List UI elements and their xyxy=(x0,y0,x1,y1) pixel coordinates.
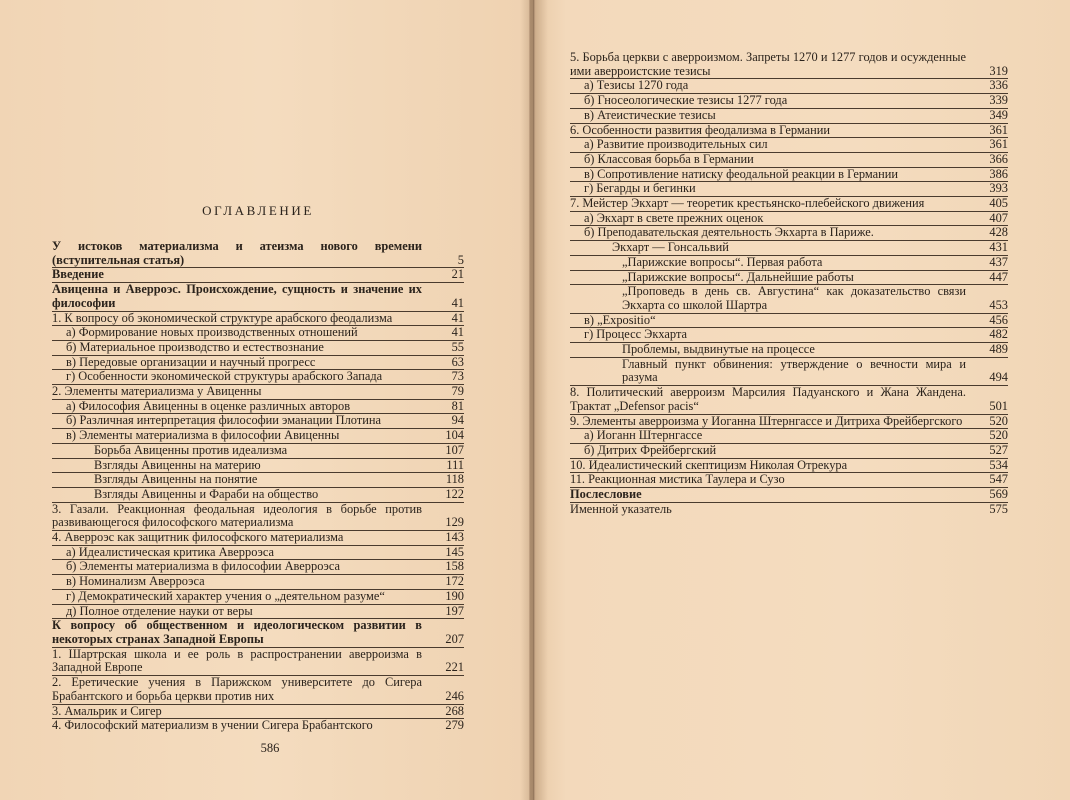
toc-entry-title: „Парижские вопросы“. Первая работа xyxy=(622,254,823,269)
toc-entry-page: 482 xyxy=(989,327,1008,342)
toc-entry xyxy=(570,314,1008,328)
toc-entry-title: 2. Еретические учения в Парижском университете до Сигера Брабантского и борьба церкви против них xyxy=(52,675,422,703)
toc-entry-title: б) Различная интерпретация философии эманации Плотина xyxy=(66,413,381,428)
toc-entry-title: а) Экхарт в свете прежних оценок xyxy=(584,210,764,225)
toc-entry-title: б) Элементы материализма в философии Аверроэса xyxy=(66,559,341,574)
toc-entry-page: 393 xyxy=(989,181,1008,196)
toc-entry-title: б) Преподавательская деятельность Экхарта в Париже. xyxy=(584,225,874,240)
toc-entry-page: 319 xyxy=(989,63,1008,78)
toc-entry-title: Проблемы, выдвинутые на процессе xyxy=(622,342,815,357)
toc-entry-page: 111 xyxy=(446,457,464,472)
toc-entry xyxy=(52,268,464,282)
toc-entry xyxy=(52,400,464,414)
toc-entry xyxy=(570,488,1008,502)
toc-entry xyxy=(52,414,464,428)
toc-entry-title: 1. Шартрская школа и ее роль в распространении аверроизма в Западной Европе xyxy=(52,646,422,675)
toc-entry-title: в) Передовые организации и научный прогресс xyxy=(66,354,316,369)
toc-entry xyxy=(52,240,464,267)
toc-entry-title: в) Атеистические тезисы xyxy=(584,107,716,122)
toc-entry-title: Именной указатель xyxy=(570,501,672,516)
toc-entry-title: Экхарт — Гонсальвий xyxy=(612,240,729,255)
toc-entry-page: 104 xyxy=(445,428,464,443)
toc-entry-page: 453 xyxy=(989,297,1008,312)
toc-entry-page: 520 xyxy=(989,428,1008,443)
toc-entry-title: 2. Элементы материализма у Авиценны xyxy=(52,384,262,399)
toc-entry-page: 349 xyxy=(989,107,1008,122)
toc-entry-title: а) Идеалистическая критика Аверроэса xyxy=(66,544,275,559)
toc-entry xyxy=(570,212,1008,226)
toc-entry-title: б) Материальное производство и естествознание xyxy=(66,339,324,354)
toc-entry xyxy=(52,546,464,560)
toc-entry-title: К вопросу об общественном и идеологическом развитии в некоторых странах Западной Европы xyxy=(52,618,422,646)
toc-entry-page: 221 xyxy=(445,660,464,675)
toc-entry-title: Взгляды Авиценны на понятие xyxy=(94,472,258,487)
toc-entry-page: 94 xyxy=(451,413,464,428)
toc-entry xyxy=(52,429,464,443)
toc-entry xyxy=(52,719,464,733)
toc-entry-page: 501 xyxy=(989,398,1008,413)
toc-entry xyxy=(570,285,1008,312)
toc-entry xyxy=(570,153,1008,167)
toc-entry xyxy=(570,226,1008,240)
toc-entry-page: 118 xyxy=(445,472,464,487)
toc-entry-title: г) Бегарды и бегинки xyxy=(584,181,696,196)
toc-entry-title: 3. Газали. Реакционная феодальная идеология в борьбе против развивающегося философского материализма xyxy=(52,501,422,530)
toc-entry xyxy=(570,473,1008,487)
toc-entry-page: 339 xyxy=(989,93,1008,108)
toc-entry-page: 520 xyxy=(989,413,1008,428)
page-number: 586 xyxy=(260,741,280,755)
toc-entry xyxy=(570,386,1008,413)
toc-entry-title: Авиценна и Аверроэс. Происхождение, сущность и значение их философии xyxy=(52,282,422,310)
toc-entry xyxy=(570,503,1008,517)
toc-entry-page: 79 xyxy=(451,384,464,399)
toc-entry xyxy=(52,676,464,703)
toc-entry-title: в) Элементы материализма в философии Авиценны xyxy=(66,428,340,443)
toc-entry-title: а) Развитие производительных сил xyxy=(584,137,768,152)
toc-entry xyxy=(52,326,464,340)
toc-entry-title: 4. Философский материализм в учении Сигера Брабантского xyxy=(52,718,373,733)
toc-entry xyxy=(570,271,1008,285)
toc-entry xyxy=(570,168,1008,182)
toc-entry-title: а) Философия Авиценны в оценке различных авторов xyxy=(66,398,351,413)
toc-entry-page: 494 xyxy=(989,370,1008,385)
toc-title: ОГЛАВЛЕНИЕ xyxy=(202,203,314,218)
toc-entry-title: а) Формирование новых производственных отношений xyxy=(66,325,358,340)
toc-entry xyxy=(52,560,464,574)
toc-entry-page: 158 xyxy=(445,559,464,574)
toc-entry-page: 437 xyxy=(989,254,1008,269)
toc-entry-page: 41 xyxy=(451,325,464,340)
toc-entry-title: б) Дитрих Фрейбергский xyxy=(584,442,717,457)
toc-entry-page: 407 xyxy=(989,210,1008,225)
toc-entry xyxy=(52,590,464,604)
toc-entry-page: 246 xyxy=(445,688,464,703)
toc-entry xyxy=(570,182,1008,196)
toc-entry-page: 431 xyxy=(989,240,1008,255)
toc-entry-title: 6. Особенности развития феодализма в Германии xyxy=(570,122,830,137)
toc-entry-title: 3. Амальрик и Сигер xyxy=(52,703,162,718)
toc-entry-title: 1. К вопросу об экономической структуре арабского феодализма xyxy=(52,310,393,325)
toc-entry-title: в) Номинализм Аверроэса xyxy=(66,574,205,589)
toc-entry-title: 7. Мейстер Экхарт — теоретик крестьянско-плебейского движения xyxy=(570,196,925,211)
toc-entry xyxy=(570,358,1008,385)
toc-entry xyxy=(570,138,1008,152)
toc-entry xyxy=(52,531,464,545)
toc-entry-page: 145 xyxy=(445,544,464,559)
toc-entry xyxy=(52,473,464,487)
toc-entry-page: 122 xyxy=(445,486,464,501)
toc-entry-page: 456 xyxy=(989,312,1008,327)
toc-entry xyxy=(570,241,1008,255)
toc-entry-page: 428 xyxy=(989,225,1008,240)
toc-entry xyxy=(570,94,1008,108)
toc-entry-title: б) Классовая борьба в Германии xyxy=(584,151,754,166)
toc-entry-title: а) Тезисы 1270 года xyxy=(584,78,689,93)
toc-entry-title: в) „Expositio“ xyxy=(584,312,656,327)
toc-entry xyxy=(570,429,1008,443)
toc-entry-page: 107 xyxy=(445,442,464,457)
toc-entry-page: 73 xyxy=(451,369,464,384)
toc-entry-page: 81 xyxy=(451,398,464,413)
toc-entry-title: г) Особенности экономической структуры арабского Запада xyxy=(66,369,383,384)
toc-entry xyxy=(570,444,1008,458)
left-page xyxy=(0,0,530,800)
toc-entry xyxy=(570,459,1008,473)
toc-entry-title: 5. Борьба церкви с аверроизмом. Запреты 1270 и 1277 годов и осужденные ими аверроистские тезисы xyxy=(570,50,966,78)
toc-entry xyxy=(570,124,1008,138)
toc-entry-page: 21 xyxy=(451,267,464,282)
toc-entry xyxy=(570,79,1008,93)
toc-entry-title: 4. Аверроэс как защитник философского материализма xyxy=(52,530,344,545)
toc-entry-page: 5 xyxy=(457,252,464,267)
toc-list-left xyxy=(52,240,464,733)
toc-entry-page: 129 xyxy=(445,515,464,530)
toc-entry-title: г) Демократический характер учения о „деятельном разуме“ xyxy=(66,588,385,603)
toc-entry-page: 527 xyxy=(989,442,1008,457)
toc-entry-page: 405 xyxy=(989,196,1008,211)
toc-entry xyxy=(52,341,464,355)
toc-entry-title: Борьба Авиценны против идеализма xyxy=(94,442,288,457)
toc-entry xyxy=(570,343,1008,357)
toc-entry-page: 63 xyxy=(451,354,464,369)
toc-entry xyxy=(52,312,464,326)
toc-entry-page: 569 xyxy=(989,487,1008,502)
toc-entry xyxy=(52,619,464,646)
toc-entry-page: 336 xyxy=(989,78,1008,93)
toc-entry-title: У истоков материализма и атеизма нового времени (вступительная статья) xyxy=(52,239,422,267)
toc-entry xyxy=(52,459,464,473)
toc-entry-title: б) Гносеологические тезисы 1277 года xyxy=(584,93,788,108)
toc-entry-page: 41 xyxy=(451,310,464,325)
toc-entry xyxy=(570,256,1008,270)
toc-entry xyxy=(570,415,1008,429)
toc-entry xyxy=(570,51,1008,78)
toc-entry-title: Послесловие xyxy=(570,487,642,502)
toc-entry-page: 143 xyxy=(445,530,464,545)
toc-entry xyxy=(52,385,464,399)
toc-entry xyxy=(570,328,1008,342)
toc-entry xyxy=(52,605,464,619)
toc-list-right xyxy=(570,51,1008,517)
toc-entry xyxy=(52,444,464,458)
toc-entry-page: 447 xyxy=(989,269,1008,284)
toc-entry-title: в) Сопротивление натиску феодальной реакции в Германии xyxy=(584,166,899,181)
toc-entry-page: 279 xyxy=(445,718,464,733)
toc-entry xyxy=(52,488,464,502)
toc-entry xyxy=(52,503,464,530)
toc-entry-page: 361 xyxy=(989,137,1008,152)
toc-entry xyxy=(52,575,464,589)
toc-entry-page: 361 xyxy=(989,122,1008,137)
toc-entry-title: 8. Политический аверроизм Марсилия Падуанского и Жана Жандена. Трактат „Defensor pacis“ xyxy=(570,385,966,413)
toc-entry-page: 489 xyxy=(989,342,1008,357)
toc-entry-title: 9. Элементы аверроизма у Иоганна Штернгассе и Дитриха Фрейбергского xyxy=(570,413,963,428)
toc-entry-title: Главный пункт обвинения: утверждение о вечности мира и разума xyxy=(622,356,966,385)
toc-entry xyxy=(52,648,464,675)
toc-entry-title: „Парижские вопросы“. Дальнейшие работы xyxy=(622,269,854,284)
toc-entry xyxy=(52,705,464,719)
toc-entry xyxy=(570,109,1008,123)
toc-entry-page: 41 xyxy=(451,295,464,310)
toc-entry-title: 10. Идеалистический скептицизм Николая Отрекура xyxy=(570,457,848,472)
toc-entry-title: г) Процесс Экхарта xyxy=(584,327,688,342)
toc-entry-title: 11. Реакционная мистика Таулера и Сузо xyxy=(570,472,785,487)
toc-entry-title: Взгляды Авиценны на материю xyxy=(94,457,261,472)
toc-entry-page: 575 xyxy=(989,501,1008,516)
toc-entry-page: 547 xyxy=(989,472,1008,487)
toc-entry-title: „Проповедь в день св. Августина“ как доказательство связи Экхарта со школой Шартра xyxy=(622,284,966,312)
toc-entry xyxy=(52,283,464,310)
toc-entry-page: 190 xyxy=(445,588,464,603)
toc-entry-page: 386 xyxy=(989,166,1008,181)
toc-entry-page: 534 xyxy=(989,457,1008,472)
toc-entry-title: Взгляды Авиценны и Фараби на общество xyxy=(94,486,319,501)
toc-entry xyxy=(570,197,1008,211)
toc-entry-page: 366 xyxy=(989,151,1008,166)
toc-entry-page: 197 xyxy=(445,603,464,618)
toc-entry-title: Введение xyxy=(52,267,104,282)
toc-entry-page: 172 xyxy=(445,574,464,589)
toc-entry-page: 55 xyxy=(451,339,464,354)
toc-entry-title: а) Иоганн Штернгассе xyxy=(584,428,703,443)
toc-entry-page: 268 xyxy=(445,703,464,718)
toc-entry-title: д) Полное отделение науки от веры xyxy=(66,603,253,618)
toc-entry xyxy=(52,356,464,370)
toc-entry xyxy=(52,370,464,384)
toc-entry-page: 207 xyxy=(445,631,464,646)
